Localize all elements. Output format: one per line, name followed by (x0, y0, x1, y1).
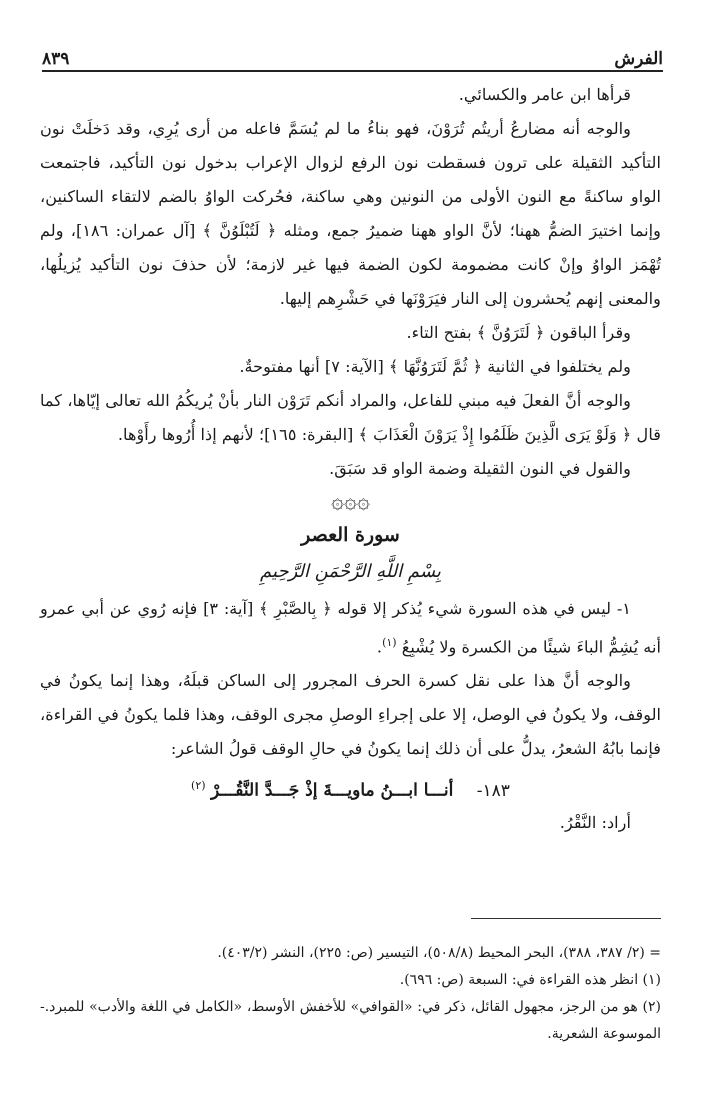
footnote-marker: (١) (382, 636, 397, 649)
paragraph: ولم يختلفوا في الثانية ﴿ ثُمَّ لَتَرَوُنَّهَا ﴾ [الآية: ٧] أنها مفتوحةٌ. (239, 357, 631, 376)
verse-line: أنـــا ابـــنُ ماويـــةَ إذْ جَـــدَّ النَّقُـــرْ (210, 781, 454, 802)
paragraph-text: ١- ليس في هذه السورة شيء يُذكر إلا قوله ﴿ بِالصَّبْرِ ﴾ [آية: ٣] فإنه رُوي عن أبي عمرو أنه يُشِمُّ الباءَ شيئًا من الكسرة ولا يُشْبِعُ (40, 599, 661, 657)
running-header (42, 44, 663, 72)
footnote-marker: (٢) (191, 779, 206, 793)
main-text (40, 78, 661, 840)
paragraph: والوجه أنَّ هذا على نقل كسرة الحرف المجرور إلى الساكن قبلَهُ، وهذا إنما يكونُ في الوقف، ولا يكونُ في الوصل، إلا على إجراءِ الوصلِ مجرى الوقف، وهذا قلما يكونُ في القراءة، فإنما بابُهُ الشعرُ، يدلُّ على أن ذلك إنما يكونُ في حالِ الوقف قولُ الشاعر: (40, 671, 661, 759)
surah-title: سورة العصر (301, 524, 400, 546)
basmala-calligraphy: بِسْمِ اللَّهِ الرَّحْمَنِ الرَّحِيمِ (260, 561, 441, 582)
paragraph: ١- ليس في هذه السورة شيء يُذكر إلا قوله ﴿ بِالصَّبْرِ ﴾ [آية: ٣] فإنه رُوي عن أبي عمرو أنه يُشِمُّ الباءَ شيئًا من الكسرة ولا يُشْبِعُ $^{(١)}$. (40, 599, 661, 657)
paragraph: والقول في النون الثقيلة وضمة الواو قد سَبَقَ. (329, 459, 631, 478)
poetry-verse (40, 766, 661, 806)
paragraph: والوجه أنَّ الفعلَ فيه مبني للفاعل، والمراد أنكم تَرَوْن النار بأنْ يُريكُمُ الله تعالى إيّاها، كما قال ﴿ وَلَوْ يَرَى الَّذِينَ ظَلَمُوا إِذْ يَرَوْنَ الْعَذَابَ ﴾ [البقرة: ١٦٥]؛ لأنهم إذا أُرُوها رأَوْها. (40, 391, 661, 444)
footnote: = (٢/ ٣٨٧، ٣٨٨)، البحر المحيط (٥٠٨/٨)، التيسير (ص: ٢٢٥)، النشر (٤٠٣/٢). (217, 945, 661, 961)
footnote: (١) انظر هذه القراءة في: السبعة (ص: ٦٩٦). (399, 972, 661, 988)
paragraph: والوجه أنه مضارعُ أريتُم تُرَوْنَ، فهو بناءُ ما لم يُسَمَّ فاعله من أرى يُرِي، وقد دَخلَتْ نون التأكيد الثقيلة على ترون فسقطت نون الرفع لزوال الإعراب بدخول نون التأكيد، فاجتمعت الواو ساكنةً مع النون الأولى من النونين وهي ساكنة، فحُركت الواوُ بالضم لالتقاء الساكنين، وإنما اختيرَ الضمُّ ههنا؛ لأنَّ الواو ههنا ضميرُ جمع، ومثله ﴿ لَتُبْلَوُنَّ ﴾ [آل عمران: ١٨٦]، ولم تُهْمَز الواوُ وإنْ كانت مضمومة لكون الضمة فيها غير لازمة؛ لأن حذفَ نون التأكيد يُزيلُها، والمعنى إنهم يُحشرون إلى النار فيَرَوْنَها في حَشْرِهم إليها. (40, 119, 661, 308)
section-divider-ornament: ۞۞۞ (331, 489, 370, 514)
paragraph: وقرأ الباقون ﴿ لَتَرَوُنَّ ﴾ بفتح التاء. (406, 323, 631, 342)
footnote: (٢) هو من الرجز، مجهول القائل، ذكر في: «القوافي» للأخفش الأوسط، «الكامل في اللغة والأدب» للمبرد.-الموسوعة الشعرية. (40, 999, 661, 1042)
paragraph: أراد: النَّقْرُ. (559, 813, 631, 833)
paragraph: قرأها ابن عامر والكسائي. (458, 85, 631, 104)
footnote-separator (471, 918, 661, 919)
footnotes (40, 940, 661, 1048)
verse-number: ١٨٣- (476, 781, 510, 802)
page-number: ٨٣٩ (42, 49, 70, 69)
chapter-title: الفرش (614, 49, 663, 69)
